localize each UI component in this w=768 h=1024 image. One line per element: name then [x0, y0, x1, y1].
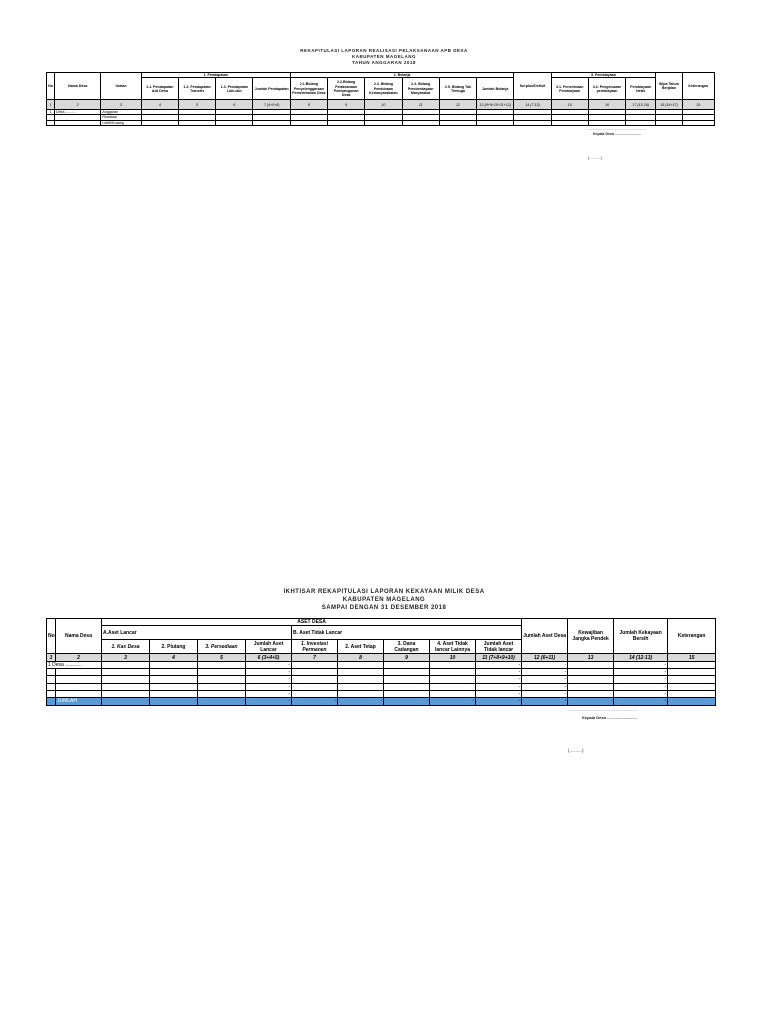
column-number-row	[47, 100, 715, 110]
header-dana-cadangan: 3. Dana Cadangan	[384, 640, 430, 654]
cell-dash: -	[522, 662, 568, 669]
header-jumlah-kekayaan: Jumlah Kekayaan Bersih	[614, 619, 668, 654]
header-aset-tidak-lancar-lainnya: 4. Aset Tidak lancar Lainnya	[430, 640, 476, 654]
table-row	[47, 120, 715, 125]
cell-dash: -	[522, 669, 568, 676]
col-num: 14 (7-13)	[514, 100, 551, 110]
header-investasi-permanen: 1. Investasi Permanen	[292, 640, 338, 654]
header-nama-desa: Nama Desa	[55, 73, 101, 100]
header-aset-desa: ASET DESA	[102, 619, 522, 626]
header-keterangan: Keterangan	[682, 73, 714, 100]
col-num: 1	[47, 654, 56, 662]
header-jumlah-aset-tidak-lancar: Jumlah Aset Tidak lancar	[476, 640, 522, 654]
cell-dash: -	[384, 697, 430, 705]
header-persediaan: 3. Persediaan	[198, 640, 246, 654]
col-num: 1	[47, 100, 55, 110]
header-no: No	[47, 73, 55, 100]
col-num: 18 (14+17)	[656, 100, 682, 110]
realisasi-apbdes-table	[46, 72, 715, 126]
col-num: 12	[439, 100, 476, 110]
cell-dash: -	[476, 676, 522, 683]
cell-dash: -	[614, 676, 668, 683]
header-jumlah-belanja: Jumlah Belanja	[477, 78, 514, 100]
table-row	[47, 669, 716, 676]
header-surplus: Surplus/Defisit	[514, 73, 551, 100]
cell-dash: -	[246, 669, 292, 676]
header-penerimaan: 3.1. Penerimaan Pembiayaan	[551, 78, 588, 100]
col-num: 11	[402, 100, 439, 110]
cell-dash: -	[614, 697, 668, 705]
header-aset-tidak-lancar: B. Aset Tidak Lancar	[292, 626, 522, 640]
cell-dash: -	[476, 662, 522, 669]
header-lain-lain: 1.3. Pendapatan Lain-lain	[216, 78, 253, 100]
kekayaan-milik-desa-table	[46, 618, 716, 706]
doc2-title-line-3: SAMPAI DENGAN 31 DESEMBER 2018	[321, 605, 447, 611]
header-kewajiban: Kewajiban Jangka Pendek	[568, 619, 614, 654]
cell-dash: -	[246, 690, 292, 697]
header-pad: 1.1. Pendapatan Asli Desa	[141, 78, 178, 100]
cell-dash: -	[150, 697, 198, 705]
header-silpa: Silpa Tahun Berjalan	[656, 73, 682, 100]
col-num: 6 (3+4+5)	[246, 654, 292, 662]
jumlah-label: JUMLAH	[56, 697, 102, 705]
doc2-kepala-desa: Kepala Desa ...........................	[582, 715, 637, 720]
header-kas-desa: 1. Kas Desa	[102, 640, 150, 654]
cell-dash: -	[246, 676, 292, 683]
cell-dash: -	[102, 697, 150, 705]
doc2-title-line-1: IKHTISAR REKAPITULASI LAPORAN KEKAYAAN MILIK DESA	[283, 589, 485, 595]
col-num: 16	[588, 100, 625, 110]
col-num: 12 (6+11)	[522, 654, 568, 662]
doc1-title-line-2: KABUPATEN MAGELANG	[351, 54, 417, 59]
cell-dash: -	[292, 697, 338, 705]
doc1-kepala-desa: Kepala Desa ...........................	[593, 132, 642, 136]
header-transfer: 1.2. Pendapatan Transfer	[178, 78, 215, 100]
cell-dash: -	[476, 669, 522, 676]
header-uraian: Uraian	[101, 73, 141, 100]
col-num: 6	[216, 100, 253, 110]
header-keterangan: Keterangan	[668, 619, 716, 654]
table-row	[47, 683, 716, 690]
col-num: 8	[338, 654, 384, 662]
cell-dash: -	[614, 669, 668, 676]
cell-dash: -	[476, 683, 522, 690]
header-jumlah-pendapatan: Jumlah Pendapatan	[253, 78, 290, 100]
col-num: 2	[55, 100, 101, 110]
cell-dash: -	[522, 676, 568, 683]
col-num: 4	[141, 100, 178, 110]
col-num: 4	[150, 654, 198, 662]
col-num: 7	[292, 654, 338, 662]
cell-dash: -	[522, 697, 568, 705]
row-no	[47, 120, 55, 125]
cell-dash: -	[522, 690, 568, 697]
col-num: 11 (7+8+9+10)	[476, 654, 522, 662]
col-num: 5	[198, 654, 246, 662]
col-num: 3	[102, 654, 150, 662]
header-bidang-1: 2.1.Bidang Penyelenggaraan Pemerintahan Desa	[290, 78, 327, 100]
jumlah-row	[47, 697, 716, 705]
cell-dash: -	[430, 697, 476, 705]
col-num: 9	[384, 654, 430, 662]
header-pendapatan: 1. Pendapatan	[141, 73, 290, 78]
col-num: 15	[551, 100, 588, 110]
doc2-signature-line: ..............................................................	[568, 707, 637, 712]
cell-dash: -	[246, 697, 292, 705]
col-num: 8	[290, 100, 327, 110]
header-bidang-5: 2.5. Bidang Tak Terduga	[439, 78, 476, 100]
cell-dash: -	[476, 690, 522, 697]
cell-dash: -	[614, 690, 668, 697]
col-num: 5	[178, 100, 215, 110]
doc1-signature-name: (..........)	[588, 155, 602, 160]
column-number-row	[47, 654, 716, 662]
cell-dash: -	[246, 683, 292, 690]
row-uraian: Anggaran	[101, 110, 141, 115]
col-num: 13 (8+9+10+11+12)	[477, 100, 514, 110]
col-num: 3	[101, 100, 141, 110]
cell-dash: -	[614, 683, 668, 690]
doc2-signature-name: (..........)	[568, 748, 584, 753]
doc1-signature-line: ..............................................................	[586, 127, 647, 131]
col-num: 15	[668, 654, 716, 662]
header-pembiayaan: 3. Pembiayaan	[551, 73, 656, 78]
doc2-title-line-2: KABUPATEN MAGELANG	[342, 597, 426, 603]
cell-dash: -	[522, 683, 568, 690]
cell-dash: -	[198, 697, 246, 705]
table-row	[47, 676, 716, 683]
cell-dash: -	[246, 662, 292, 669]
col-num: 14 (12-13)	[614, 654, 668, 662]
header-aset-tetap: 2. Aset Tetap	[338, 640, 384, 654]
col-num: 13	[568, 654, 614, 662]
col-num: 9	[328, 100, 365, 110]
cell-dash: -	[568, 697, 614, 705]
col-num: 17 (15-16)	[626, 100, 656, 110]
cell-dash: -	[338, 697, 384, 705]
doc1-title-line-1: REKAPITULASI LAPORAN REALISASI PELAKSANAAN APB DESA	[300, 48, 468, 53]
header-bidang-2: 2.2.Bidang Pelaksanaan Pembangunan Desa	[328, 78, 365, 100]
row-nama-desa: 1 Desa ............	[47, 662, 102, 669]
row-no: 1	[47, 110, 55, 115]
header-nama-desa: Nama Desa	[56, 619, 102, 654]
row-uraian: Lebih/Kurang	[101, 120, 141, 125]
row-uraian: Realisasi	[101, 115, 141, 120]
cell-dash: -	[614, 662, 668, 669]
col-num: 10	[365, 100, 402, 110]
cell-dash: -	[476, 697, 522, 705]
header-bidang-4: 2.4. Bidang Pemberdayaan Masyarakat	[402, 78, 439, 100]
table-row	[47, 662, 716, 669]
header-aset-lancar: A.Aset Lancar	[102, 626, 292, 640]
doc1-title-line-3: TAHUN ANGGARAN 2018	[352, 60, 416, 65]
col-num: 10	[430, 654, 476, 662]
header-bidang-3: 2.3. Bidang Pembinaan Kemasyarakatan	[365, 78, 402, 100]
table-row	[47, 690, 716, 697]
header-jumlah-aset-desa: Jumlah Aset Desa	[522, 619, 568, 654]
header-piutang: 2. Piutang	[150, 640, 198, 654]
header-belanja: 2. Belanja	[290, 73, 514, 78]
header-pengeluaran: 3.2. Pengeluaran pembiayaan	[588, 78, 625, 100]
col-num: 19	[682, 100, 714, 110]
row-nama-desa	[55, 120, 101, 125]
col-num: 7 (4+5+6)	[253, 100, 290, 110]
col-num: 2	[56, 654, 102, 662]
header-no: No	[47, 619, 56, 654]
header-jumlah-aset-lancar: Jumlah Aset Lancar	[246, 640, 292, 654]
header-netto: Pembiayaan Netto	[626, 78, 656, 100]
row-nama-desa: Desa ...........	[55, 110, 101, 115]
